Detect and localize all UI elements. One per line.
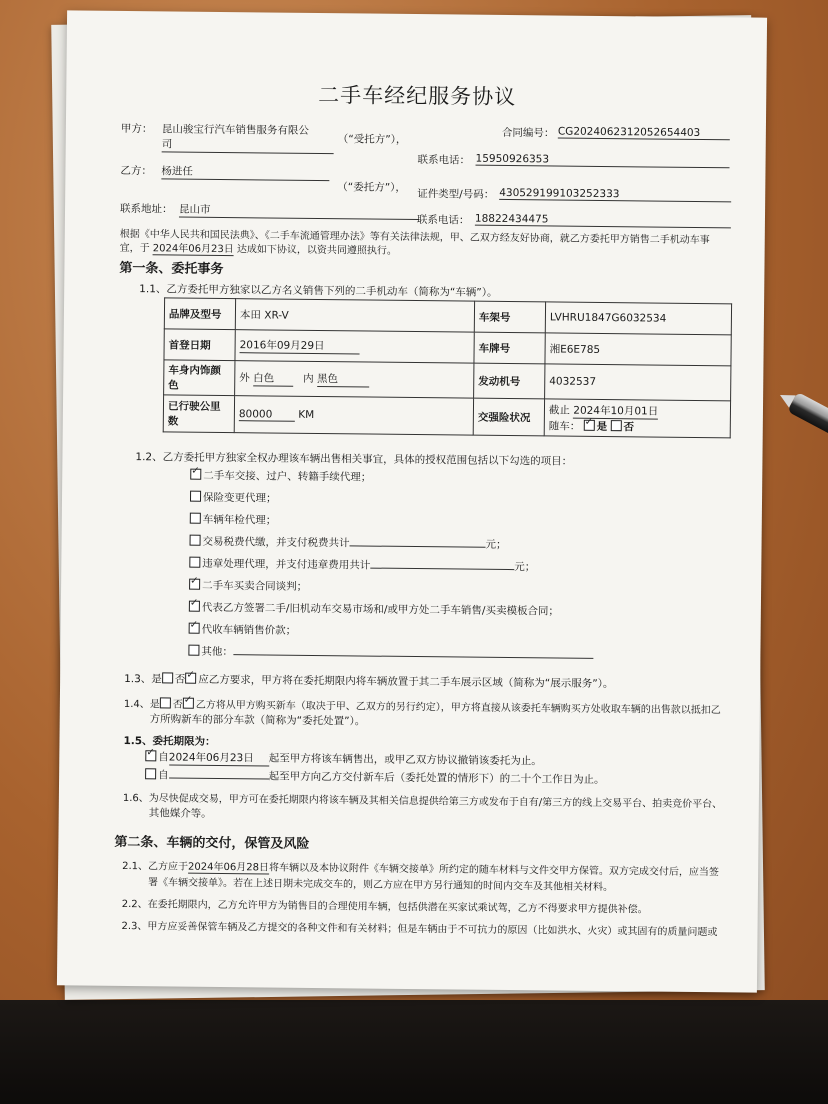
clause-1-3-yes-label: 1.3、是 [124, 672, 162, 686]
preamble-line-2 [120, 239, 397, 258]
option-2-label: 保险变更代理； [202, 491, 277, 505]
option-4-label: 交易税费代缴，并支付税费共计 [202, 535, 350, 550]
plate-value: 湘E6E785 [545, 333, 731, 366]
clause-1-4-cont: 方所购新车的部分车款（简称为“委托处置”）。 [149, 713, 366, 728]
option-2-checkbox[interactable] [190, 491, 201, 502]
clause-1-5: 1.5、委托期限为： [123, 734, 216, 748]
mileage-label [163, 395, 234, 433]
term-option-1-prefix: 自 [158, 751, 169, 764]
clause-1-3 [124, 671, 613, 691]
reg-date-value: 2016年09月29日 [240, 337, 360, 354]
option-6-checkbox[interactable] [189, 579, 200, 590]
article-1-heading: 第一条、委托事务 [119, 260, 224, 278]
clause-2-1-cont: 署《车辆交接单》。若在上述日期未完成交车的，则乙方应在甲方另行通知的时间内交车及其他相关材料。 [147, 877, 614, 894]
option-7-checkbox[interactable] [189, 601, 200, 612]
clause-1-1: 1.1、乙方委托甲方独家以乙方名义销售下列的二手机动车（简称为“车辆”）。 [139, 283, 498, 299]
option-8-label: 代收车辆销售价款； [201, 623, 297, 637]
option-4 [189, 534, 506, 552]
brand-label: 品牌及型号 [164, 298, 235, 330]
clause-1-4-yes-checkbox[interactable] [160, 697, 171, 708]
delivery-date: 2024年06月28日 [188, 858, 269, 875]
reg-date-cell [235, 330, 474, 364]
mileage-cell [234, 396, 473, 436]
option-1-checkbox[interactable] [190, 469, 201, 480]
phone-a: 15950926353 [476, 153, 730, 169]
term-option-2-checkbox[interactable] [145, 768, 156, 779]
option-2 [190, 490, 277, 506]
mileage-label-line1: 已行驶公里 [167, 400, 221, 413]
address-label: 联系地址： [119, 202, 173, 216]
clause-2-1-prefix: 2.1、乙方应于 [122, 860, 189, 873]
engine-value: 4032537 [545, 364, 731, 401]
other-blank[interactable] [233, 644, 593, 659]
vin-value: LVHRU1847G6032534 [545, 302, 731, 335]
option-5-unit: 元； [514, 561, 536, 574]
clause-1-4-yes-label: 1.4、是 [123, 698, 160, 711]
party-a-role: （“受托方”）， [337, 133, 407, 146]
preamble-line-1: 根据《中华人民共和国民法典》、《二手车流通管理办法》等有关法律法规，甲、乙双方经友好协商，就乙方委托甲方销售二手机动车事 [119, 228, 710, 247]
with-car-no-checkbox[interactable] [610, 420, 621, 431]
option-8 [189, 622, 297, 638]
plate-label: 车牌号 [474, 332, 545, 364]
option-3-checkbox[interactable] [190, 513, 201, 524]
pen [772, 380, 828, 452]
violation-amount-blank[interactable] [370, 558, 514, 571]
clause-1-2: 1.2、乙方委托甲方独家全权办理该车辆出售相关事宜，具体的授权范围包括以下勾选的项目： [135, 451, 573, 468]
with-car-no-label: 否 [623, 420, 635, 433]
party-a-name-cont: 司 [162, 136, 334, 154]
vehicle-table [163, 297, 732, 438]
clause-1-6-cont: 其他媒介等。 [148, 807, 212, 820]
term-option-1 [145, 749, 542, 769]
option-4-unit: 元； [485, 538, 507, 551]
term-option-1-text: 起至甲方将该车辆售出，或甲乙双方协议撤销该委托为止。 [268, 752, 542, 768]
brand-value: 本田 XR-V [235, 299, 474, 333]
term-option-2-text: 起至甲方向乙方交付新车后（委托处置的情形下）的二十个工作日为止。 [268, 770, 605, 787]
option-5 [189, 556, 535, 575]
exterior-label: 外 [239, 372, 250, 385]
clause-1-4-text: 乙方将从甲方购买新车（取决于甲、乙双方的另行约定），甲方将直接从该委托车辆购买方处收取车辆的出售款以抵扣乙 [195, 699, 721, 717]
option-5-label: 违章处理代理，并支付违章费用共计 [202, 557, 371, 572]
article-2-heading: 第二条、车辆的交付，保管及风险 [114, 834, 310, 852]
pen-body [787, 392, 828, 454]
contract-page [57, 10, 767, 992]
term-start-date: 2024年06月23日 [169, 749, 269, 766]
clause-1-3-no-checkbox[interactable] [185, 673, 196, 684]
agreement-date: 2024年06月23日 [153, 239, 234, 256]
contract-no: CG2024062312052654403 [558, 126, 730, 141]
option-3 [190, 512, 277, 528]
insurance-until-label: 截止 [548, 403, 571, 417]
term-option-1-checkbox[interactable] [145, 750, 156, 761]
option-1-label: 二手车交接、过户、转籍手续代理； [203, 469, 372, 484]
term-option-2-prefix: 自 [158, 769, 169, 782]
option-1 [190, 468, 371, 485]
phone-b: 18822434475 [475, 213, 731, 229]
contract-no-label: 合同编号： [501, 126, 555, 140]
party-a-label: 甲方： [120, 122, 153, 136]
option-6-label: 二手车买卖合同谈判； [202, 579, 308, 593]
option-9-label: 其他： [201, 645, 233, 659]
interior-label: 内 [303, 372, 314, 385]
clause-2-1-text: 将车辆以及本协议附件《车辆交接单》所约定的随车材料与文件交甲方保管。双方完成交付后，应当签 [268, 862, 719, 879]
option-8-checkbox[interactable] [189, 623, 200, 634]
table-foreground [0, 1000, 828, 1104]
option-7 [189, 600, 559, 619]
clause-1-4-no-checkbox[interactable] [183, 698, 194, 709]
page-title: 二手车经纪服务协议 [318, 82, 517, 110]
with-car-yes-label: 是 [596, 420, 608, 433]
preamble-prefix: 宜，于 [119, 242, 150, 255]
clause-1-3-no-label: 否 [174, 673, 186, 686]
address: 昆山市 [179, 202, 419, 221]
party-b-role: （“委托方”）， [337, 181, 406, 194]
option-6 [189, 578, 307, 594]
tax-amount-blank[interactable] [350, 535, 486, 547]
insurance-cell [544, 399, 730, 438]
vin-label: 车架号 [474, 301, 545, 333]
option-4-checkbox[interactable] [190, 535, 201, 546]
id-label: 证件类型/号码： [417, 188, 495, 201]
mileage-label-line2: 数 [167, 415, 179, 428]
color-label [164, 360, 235, 396]
option-9-checkbox[interactable] [188, 645, 199, 656]
reg-date-label: 首登日期 [164, 329, 235, 361]
clause-2-3: 2.3、甲方应妥善保管车辆及乙方提交的各种文件和有关材料；但是车辆由于不可抗力的原因（比如洪水、火灾）或其固有的质量问题或 [121, 920, 718, 939]
engine-label: 发动机号 [474, 363, 545, 399]
option-3-label: 车辆年检代理； [202, 513, 277, 527]
party-b-label: 乙方： [120, 164, 153, 178]
option-7-label: 代表乙方签署二手/旧机动车交易市场和/或甲方处二手车销售/买卖模板合同； [201, 601, 560, 618]
party-a-name: 昆山骏宝行汽车销售服务有限公 [161, 123, 309, 137]
mileage-unit: KM [298, 408, 315, 421]
phone-b-label: 联系电话： [416, 214, 470, 227]
insurance-until-date: 2024年10月01日 [573, 404, 659, 418]
insurance-label: 交强险状况 [473, 398, 544, 436]
clause-1-3-yes-checkbox[interactable] [162, 672, 173, 683]
color-label-line1: 车身内饰颜 [168, 364, 221, 377]
phone-a-label: 联系电话： [417, 154, 471, 167]
option-9 [188, 644, 593, 663]
option-5-checkbox[interactable] [189, 557, 200, 568]
id-number: 430529199103252333 [499, 187, 731, 202]
clause-1-3-text: 应乙方要求，甲方将在委托期限内将车辆放置于其二手车展示区域（简称为“展示服务”）。 [198, 673, 614, 691]
clause-2-2: 2.2、在委托期限内，乙方允许甲方为销售目的合理使用车辆，包括供潜在买家试乘试驾，乙方不得要求甲方提供补偿。 [121, 898, 648, 916]
interior-color: 黑色 [317, 371, 369, 388]
color-label-line2: 色 [168, 379, 179, 392]
with-car-label: 随车： [548, 419, 581, 433]
clause-1-4-no-label: 否 [172, 699, 183, 711]
party-b-name: 杨进任 [161, 163, 329, 181]
with-car-yes-checkbox[interactable] [584, 419, 595, 430]
term-option-2 [145, 767, 605, 787]
term-option-2-blank[interactable] [169, 767, 269, 779]
mileage-value: 80000 [239, 408, 295, 422]
color-cell [235, 361, 474, 399]
exterior-color: 白色 [253, 370, 293, 386]
clause-1-6: 1.6、为尽快促成交易，甲方可在委托期限内将该车辆及其相关信息提供给第三方或发布于自有/第三方的线上交易平台、拍卖竞价平台、 [122, 792, 723, 811]
preamble-suffix: 达成如下协议，以资共同遵照执行。 [236, 244, 397, 257]
